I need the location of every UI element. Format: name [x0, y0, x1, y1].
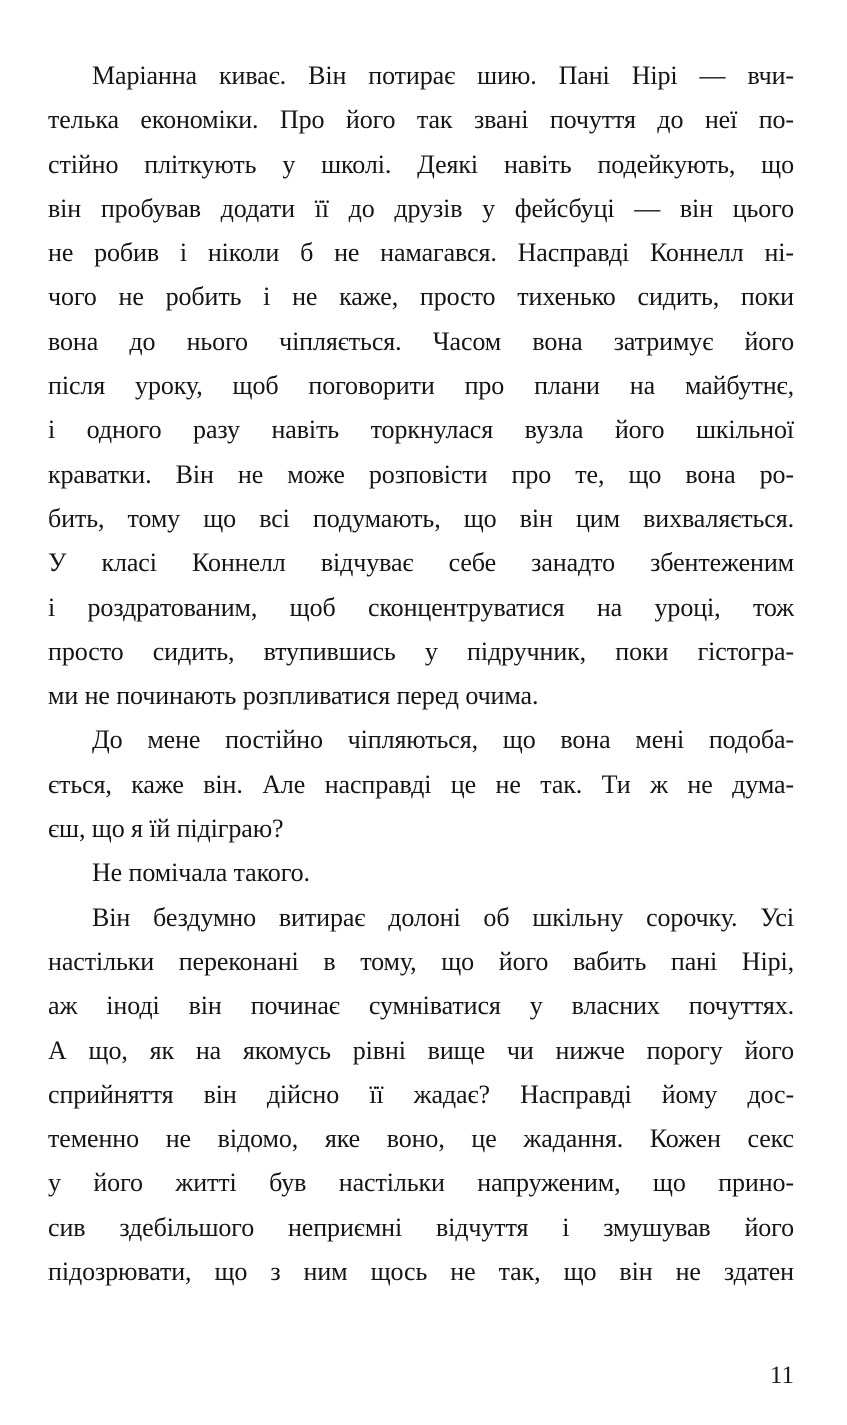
text-line: ється, каже він. Але насправді це не так. Ти ж не дума- [48, 769, 794, 799]
text-line: До мене постійно чіпляються, що вона мені подоба- [92, 725, 794, 755]
text-line: і роздратованим, щоб сконцентруватися на уроці, тож [48, 592, 794, 622]
page-text [48, 54, 794, 1294]
text-line: ми не починають розпливатися перед очима. [48, 681, 539, 711]
text-line: теменно не відомо, яке воно, це жадання. Кожен секс [48, 1124, 794, 1154]
text-line: телька економіки. Про його так звані почуття до неї по- [48, 105, 794, 135]
text-line: краватки. Він не може розповісти про те, що вона ро- [48, 459, 794, 489]
text-line: чого не робить і не каже, просто тихенько сидить, поки [48, 282, 794, 312]
text-line: вона до нього чіпляється. Часом вона затримує його [48, 326, 794, 356]
text-line: не робив і ніколи б не намагався. Насправді Коннелл ні- [48, 238, 794, 268]
text-line: єш, що я їй підіграю? [48, 814, 284, 844]
text-line: стійно пліткують у школі. Деякі навіть подейкують, що [48, 149, 794, 179]
text-line: і одного разу навіть торкнулася вузла його шкільної [48, 415, 794, 445]
text-line: Він бездумно витирає долоні об шкільну сорочку. Усі [92, 902, 794, 932]
text-line: настільки переконані в тому, що його вабить пані Нірі, [48, 946, 794, 976]
text-line: просто сидить, втупившись у підручник, поки гістогра- [48, 636, 794, 666]
text-line: він пробував додати її до друзів у фейсбуці — він цього [48, 193, 794, 223]
text-line: А що, як на якомусь рівні вище чи нижче порогу його [48, 1035, 794, 1065]
text-line: сприйняття він дійсно її жадає? Насправді йому дос- [48, 1079, 794, 1109]
text-line: Не помічала такого. [92, 858, 310, 888]
text-line: підозрювати, що з ним щось не так, що він не здатен [48, 1257, 794, 1287]
text-line: Маріанна киває. Він потирає шию. Пані Нірі — вчи- [92, 61, 794, 90]
text-line: аж іноді він починає сумніватися у власних почуттях. [48, 991, 794, 1021]
text-line: сив здебільшого неприємні відчуття і змушував його [48, 1212, 794, 1242]
text-line: у його житті був настільки напруженим, що прино- [48, 1168, 794, 1198]
text-line: У класі Коннелл відчуває себе занадто збентеженим [48, 548, 794, 578]
text-line: після уроку, щоб поговорити про плани на майбутнє, [48, 371, 794, 401]
page-number: 11 [769, 1362, 794, 1389]
text-line: бить, тому що всі подумають, що він цим вихваляється. [48, 503, 794, 533]
